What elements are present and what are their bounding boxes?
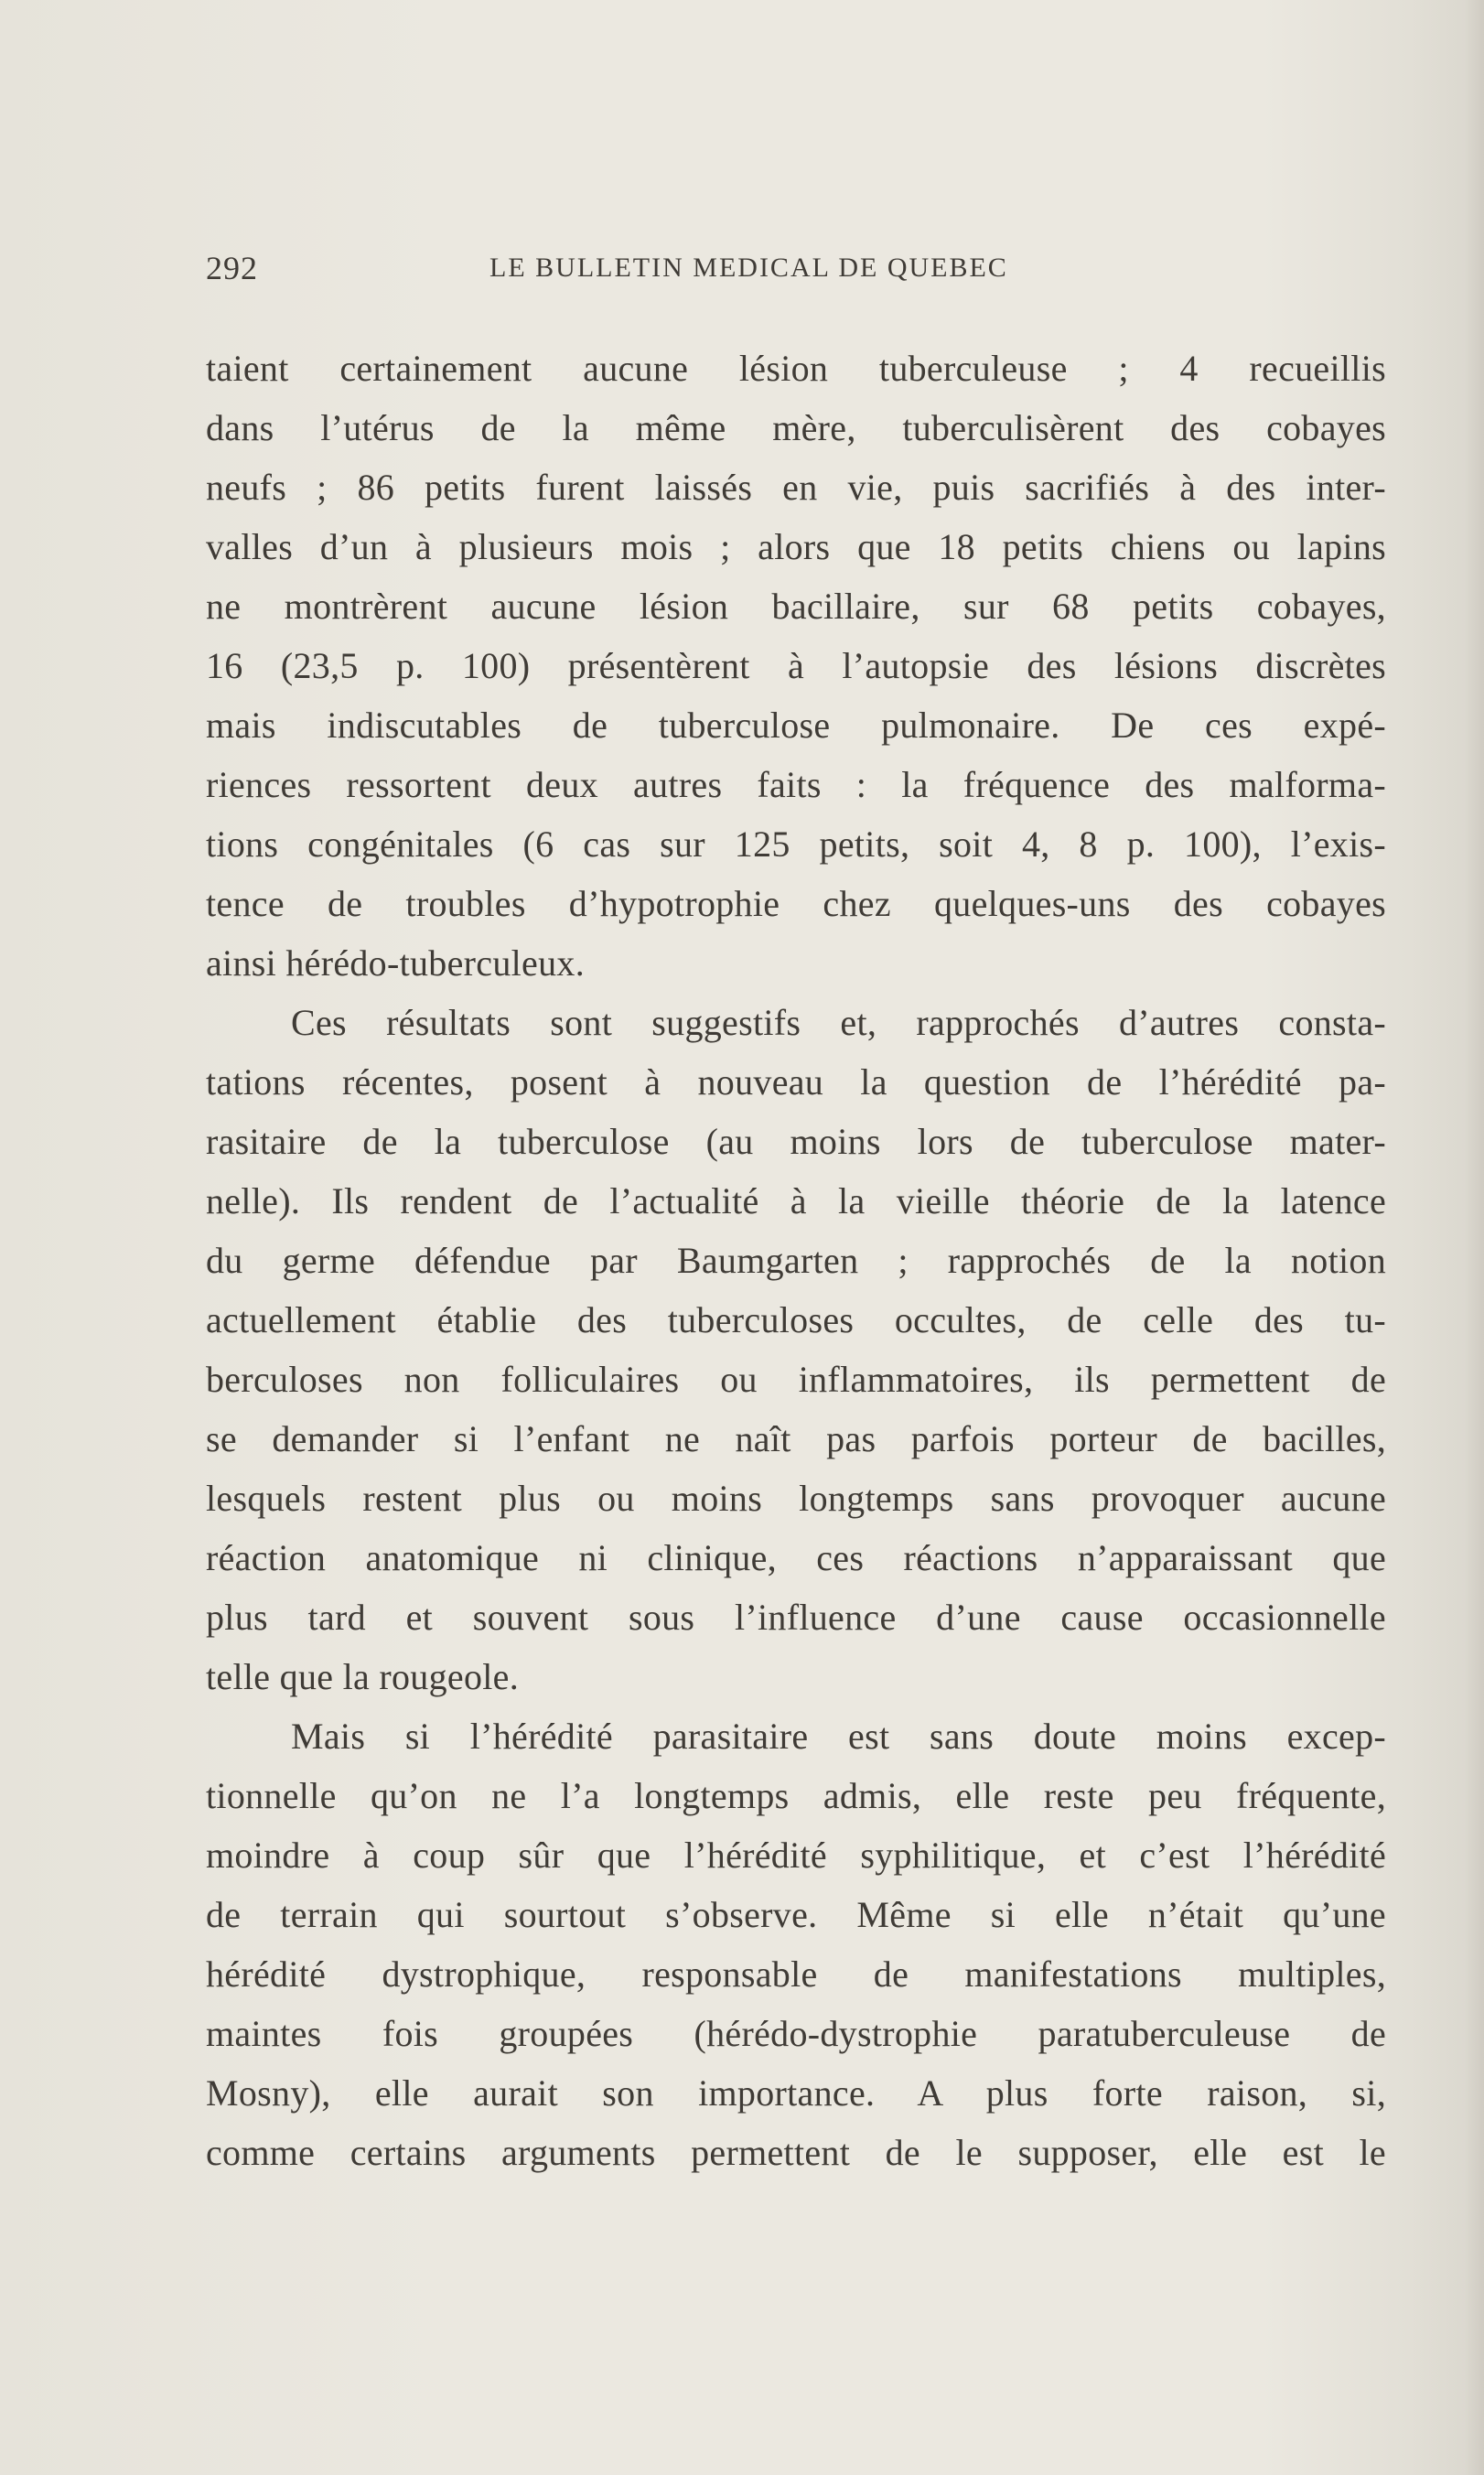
text-line: mais indiscutables de tuberculose pulmonaire. De ces expé- (206, 705, 1386, 746)
page-number: 292 (206, 250, 258, 286)
text-line: neufs ; 86 petits furent laissés en vie, puis sacrifiés à des inter- (206, 467, 1386, 508)
text-line: rasitaire de la tuberculose (au moins lors de tuberculose mater- (206, 1121, 1386, 1162)
text-line: se demander si l’enfant ne naît pas parfois porteur de bacilles, (206, 1418, 1386, 1459)
text-line: plus tard et souvent sous l’influence d’une cause occasionnelle (206, 1597, 1386, 1638)
text-line: Mais si l’hérédité parasitaire est sans doute moins excep- (291, 1716, 1386, 1757)
text-line: ainsi hérédo-tuberculeux. (206, 942, 586, 984)
text-line: réaction anatomique ni clinique, ces réactions n’apparaissant que (206, 1537, 1386, 1578)
text-line: comme certains arguments permettent de le supposer, elle est le (206, 2132, 1386, 2173)
text-line: nelle). Ils rendent de l’actualité à la vieille théorie de la latence (206, 1180, 1386, 1221)
body-text (206, 339, 1386, 2182)
text-line: hérédité dystrophique, responsable de manifestations multiples, (206, 1953, 1386, 1995)
text-line: tionnelle qu’on ne l’a longtemps admis, elle reste peu fréquente, (206, 1775, 1386, 1816)
text-line: du germe défendue par Baumgarten ; rapprochés de la notion (206, 1240, 1386, 1281)
text-line: moindre à coup sûr que l’hérédité syphilitique, et c’est l’hérédité (206, 1835, 1386, 1876)
text-line: 16 (23,5 p. 100) présentèrent à l’autopsie des lésions discrètes (206, 645, 1386, 686)
text-line: tations récentes, posent à nouveau la question de l’hérédité pa- (206, 1061, 1386, 1103)
text-line: actuellement établie des tuberculoses occultes, de celle des tu- (206, 1299, 1386, 1340)
text-line: de terrain qui sourtout s’observe. Même si elle n’était qu’une (206, 1894, 1386, 1935)
text-line: tions congénitales (6 cas sur 125 petits, soit 4, 8 p. 100), l’exis- (206, 823, 1386, 865)
text-line: ne montrèrent aucune lésion bacillaire, sur 68 petits cobayes, (206, 586, 1386, 627)
text-line: berculoses non folliculaires ou inflammatoires, ils permettent de (206, 1359, 1386, 1400)
text-line: taient certainement aucune lésion tuberculeuse ; 4 recueillis (206, 348, 1386, 389)
text-line: maintes fois groupées (hérédo-dystrophie paratuberculeuse de (206, 2013, 1386, 2054)
text-line: telle que la rougeole. (206, 1656, 520, 1697)
text-line: dans l’utérus de la même mère, tuberculisèrent des cobayes (206, 407, 1386, 448)
text-line: riences ressortent deux autres faits : la fréquence des malforma- (206, 764, 1386, 805)
running-header (206, 249, 1386, 291)
text-line: valles d’un à plusieurs mois ; alors que 18 petits chiens ou lapins (206, 526, 1386, 567)
text-line: Mosny), elle aurait son importance. A plus forte raison, si, (206, 2072, 1386, 2114)
text-line: lesquels restent plus ou moins longtemps sans provoquer aucune (206, 1478, 1386, 1519)
running-title: LE BULLETIN MEDICAL DE QUEBEC (489, 253, 1008, 283)
page-edge (1464, 0, 1484, 2475)
text-line: Ces résultats sont suggestifs et, rapprochés d’autres consta- (291, 1002, 1386, 1043)
text-line: tence de troubles d’hypotrophie chez quelques-uns des cobayes (206, 883, 1386, 924)
